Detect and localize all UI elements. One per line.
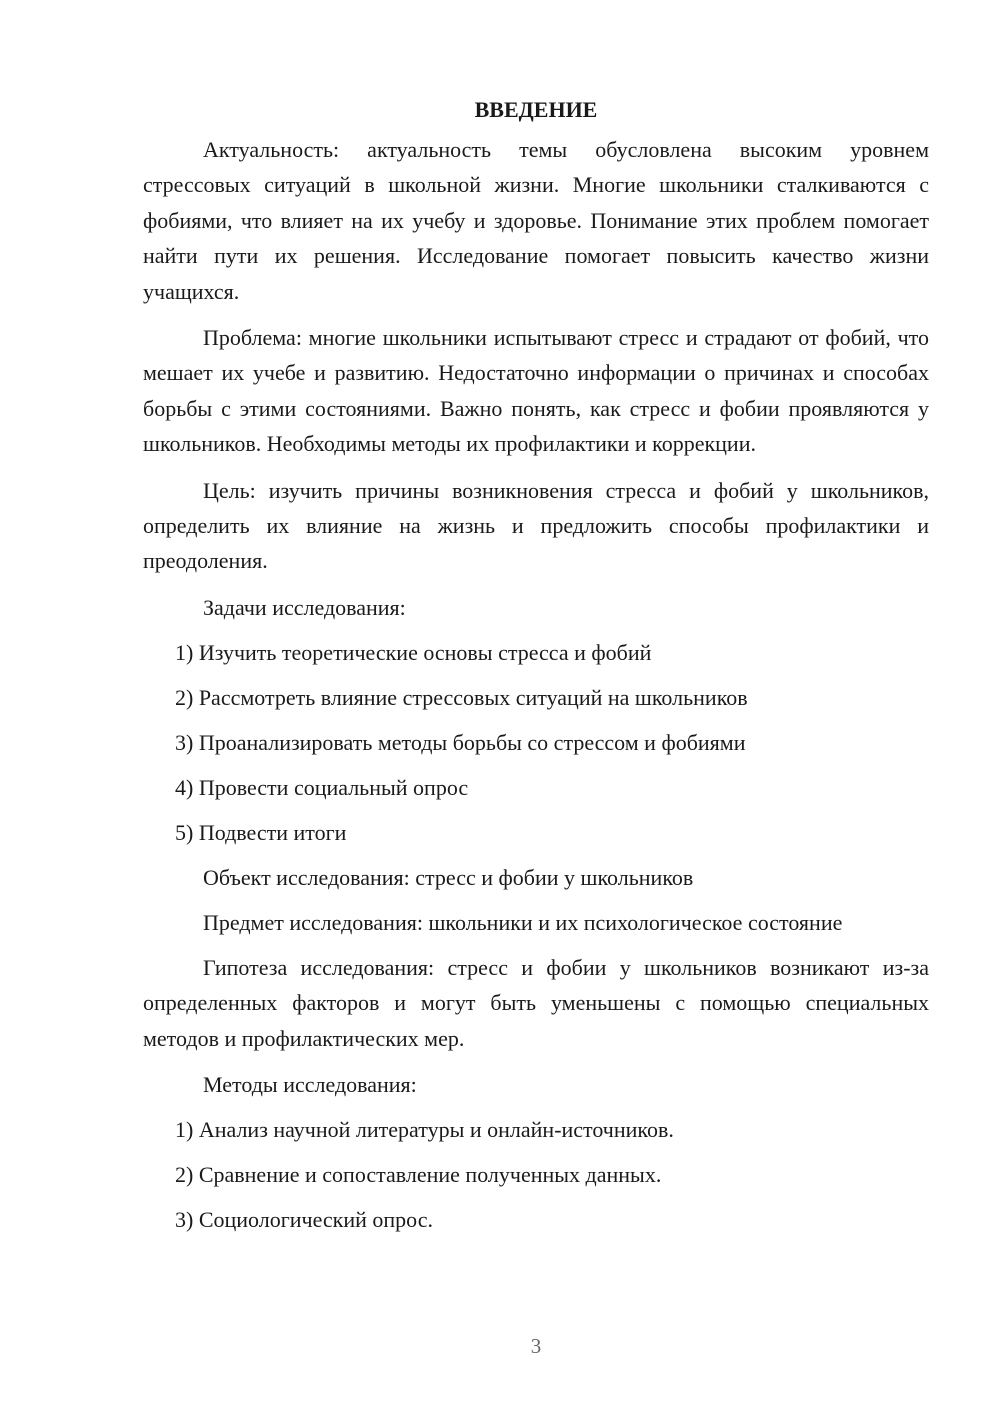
document-page [143, 92, 929, 1247]
relevance-paragraph: Актуальность: актуальность темы обусловлена высоким уровнем стрессовых ситуаций в школьной жизни. Многие школьники сталкиваются с фобиями, что влияет на их учебу и здоровье. Понимание этих проблем помогает найти пути их решения. Исследование помогает повысить качество жизни учащихся. [143, 137, 929, 304]
task-item: 1) Изучить теоретические основы стресса и фобий [175, 639, 652, 665]
task-item: 2) Рассмотреть влияние стрессовых ситуаций на школьников [175, 684, 748, 710]
goal-paragraph: Цель: изучить причины возникновения стресса и фобий у школьников, определить их влияние на жизнь и предложить способы профилактики и преодоления. [143, 477, 929, 574]
research-subject: Предмет исследования: школьники и их психологическое состояние [203, 909, 843, 935]
problem-paragraph: Проблема: многие школьники испытывают стресс и страдают от фобий, что мешает их учебе и развитию. Недостаточно информации о причинах и способах борьбы с этими состояниями. Важно понять, как стресс и фобии проявляются у школьников. Необходимы методы их профилактики и коррекции. [143, 325, 929, 457]
section-heading: ВВЕДЕНИЕ [474, 97, 598, 122]
research-object: Объект исследования: стресс и фобии у школьников [203, 864, 694, 890]
methods-title: Методы исследования: [203, 1072, 417, 1098]
hypothesis-paragraph: Гипотеза исследования: стресс и фобии у школьников возникают из-за определенных факторов и могут быть уменьшены с помощью специальных методов и профилактических мер. [143, 954, 929, 1051]
tasks-title: Задачи исследования: [203, 594, 406, 620]
page-number: 3 [530, 1334, 542, 1358]
task-item: 5) Подвести итоги [175, 819, 347, 845]
method-item: 2) Сравнение и сопоставление полученных данных. [175, 1162, 662, 1188]
task-item: 4) Провести социальный опрос [175, 774, 469, 800]
task-item: 3) Проанализировать методы борьбы со стрессом и фобиями [175, 729, 746, 755]
method-item: 3) Социологический опрос. [175, 1207, 433, 1233]
method-item: 1) Анализ научной литературы и онлайн-источников. [175, 1117, 674, 1143]
